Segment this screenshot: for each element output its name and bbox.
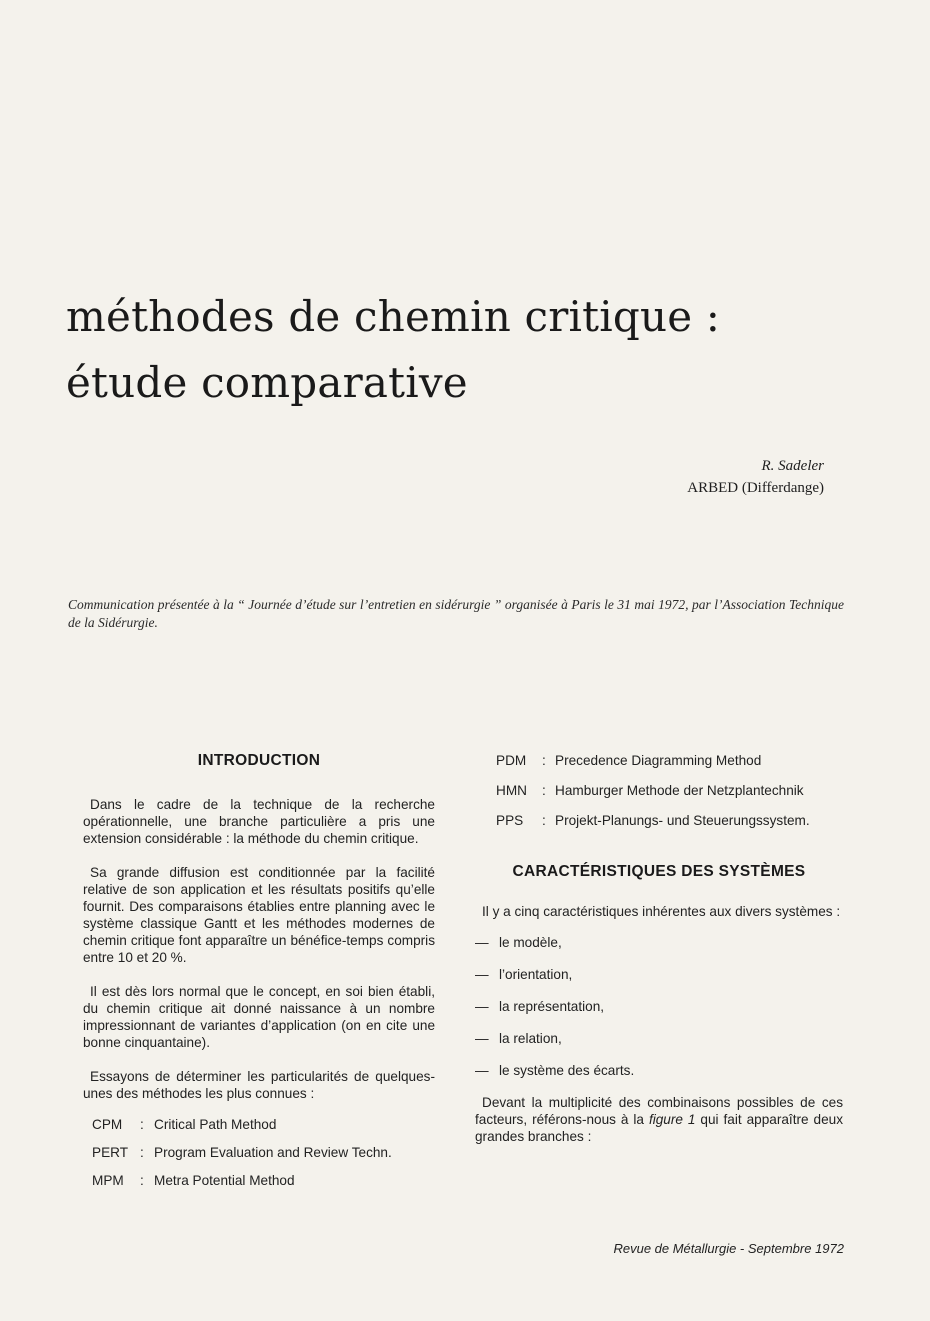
method-name: Hamburger Methode der Netzplantechnik [555,783,804,798]
title-line-1: méthodes de chemin critique : [66,292,721,341]
figure-reference: figure 1 [648,1112,696,1127]
intro-paragraph-4: Essayons de déterminer les particularités de quelques-unes des méthodes les plus connues : [83,1069,435,1101]
communication-note: Communication présentée à la “ Journée d’étude sur l’entretien en sidérurgie ” organisée à Paris le 31 mai 1972, par l’Association Technique de la Sidérurgie. [68,597,844,630]
author-affiliation: ARBED (Differdange) [687,480,824,496]
method-separator: : [140,1117,144,1132]
title-line-2: étude comparative [66,358,468,407]
list-item [475,1030,843,1047]
right-column [475,752,843,1145]
intro-paragraph-2: Sa grande diffusion est conditionnée par la facilité relative de son application et les résultats positifs qu’elle fournit. Des comparaisons établies entre planning avec le système classique Gantt et les méthodes modernes de chemin critique font apparaître un bénéfice-temps compris entre 10 et 20 %. [83,865,435,965]
method-separator: : [140,1173,144,1188]
dash-marker: — [475,935,489,950]
methods-list-left [83,1116,435,1189]
list-item [496,752,843,769]
list-item [475,966,843,983]
method-name: Critical Path Method [154,1117,277,1132]
method-abbr: HMN [496,783,527,798]
method-abbr: CPM [92,1117,123,1132]
dash-marker: — [475,967,489,982]
dash-marker: — [475,1063,489,1078]
introduction-heading: INTRODUCTION [197,752,321,769]
author-block [687,455,824,499]
characteristic-text: l’orientation, [499,967,573,982]
characteristics-intro: Il y a cinq caractéristiques inhérentes aux divers systèmes : [482,904,841,919]
list-item [92,1172,435,1189]
characteristics-heading: CARACTÉRISTIQUES DES SYSTÈMES [512,863,806,880]
method-abbr: PERT [92,1145,129,1160]
method-name: Projekt-Planungs- und Steuerungssystem. [555,813,810,828]
list-item [475,1062,843,1079]
list-item [496,812,843,829]
method-abbr: MPM [92,1173,124,1188]
author-name: R. Sadeler [761,458,824,474]
characteristic-text: le modèle, [499,935,562,950]
method-separator: : [542,813,546,828]
method-abbr: PPS [496,813,524,828]
intro-paragraph-3: Il est dès lors normal que le concept, en soi bien établi, du chemin critique ait donné naissance à un nombre impressionnant de variantes d’application (on en cite une bonne cinquantaine). [83,984,435,1050]
list-item [92,1144,435,1161]
closing-paragraph [475,1094,843,1145]
method-separator: : [140,1145,144,1160]
journal-footer: Revue de Métallurgie - Septembre 1972 [613,1241,844,1256]
list-item [475,934,843,951]
left-column [83,752,435,1200]
method-name: Program Evaluation and Review Techn. [154,1145,392,1160]
characteristics-list [475,934,843,1079]
dash-marker: — [475,1031,489,1046]
methods-list-right [475,752,843,829]
dash-marker: — [475,999,489,1014]
method-separator: : [542,753,546,768]
method-separator: : [542,783,546,798]
intro-paragraph-1: Dans le cadre de la technique de la recherche opérationnelle, une branche particulière a pris une extension considérable : la méthode du chemin critique. [83,797,435,846]
characteristic-text: la représentation, [499,999,605,1014]
characteristic-text: la relation, [499,1031,562,1046]
method-name: Precedence Diagramming Method [555,753,762,768]
closing-text-after: qui fait apparaître deux grandes branches : [475,1112,843,1144]
list-item [496,782,843,799]
list-item [92,1116,435,1133]
method-name: Metra Potential Method [154,1173,295,1188]
article-title [66,284,720,416]
characteristic-text: le système des écarts. [499,1063,635,1078]
closing-text-before: Devant la multiplicité des combinaisons possibles de ces facteurs, référons-nous à la [475,1095,843,1127]
method-abbr: PDM [496,753,527,768]
list-item [475,998,843,1015]
